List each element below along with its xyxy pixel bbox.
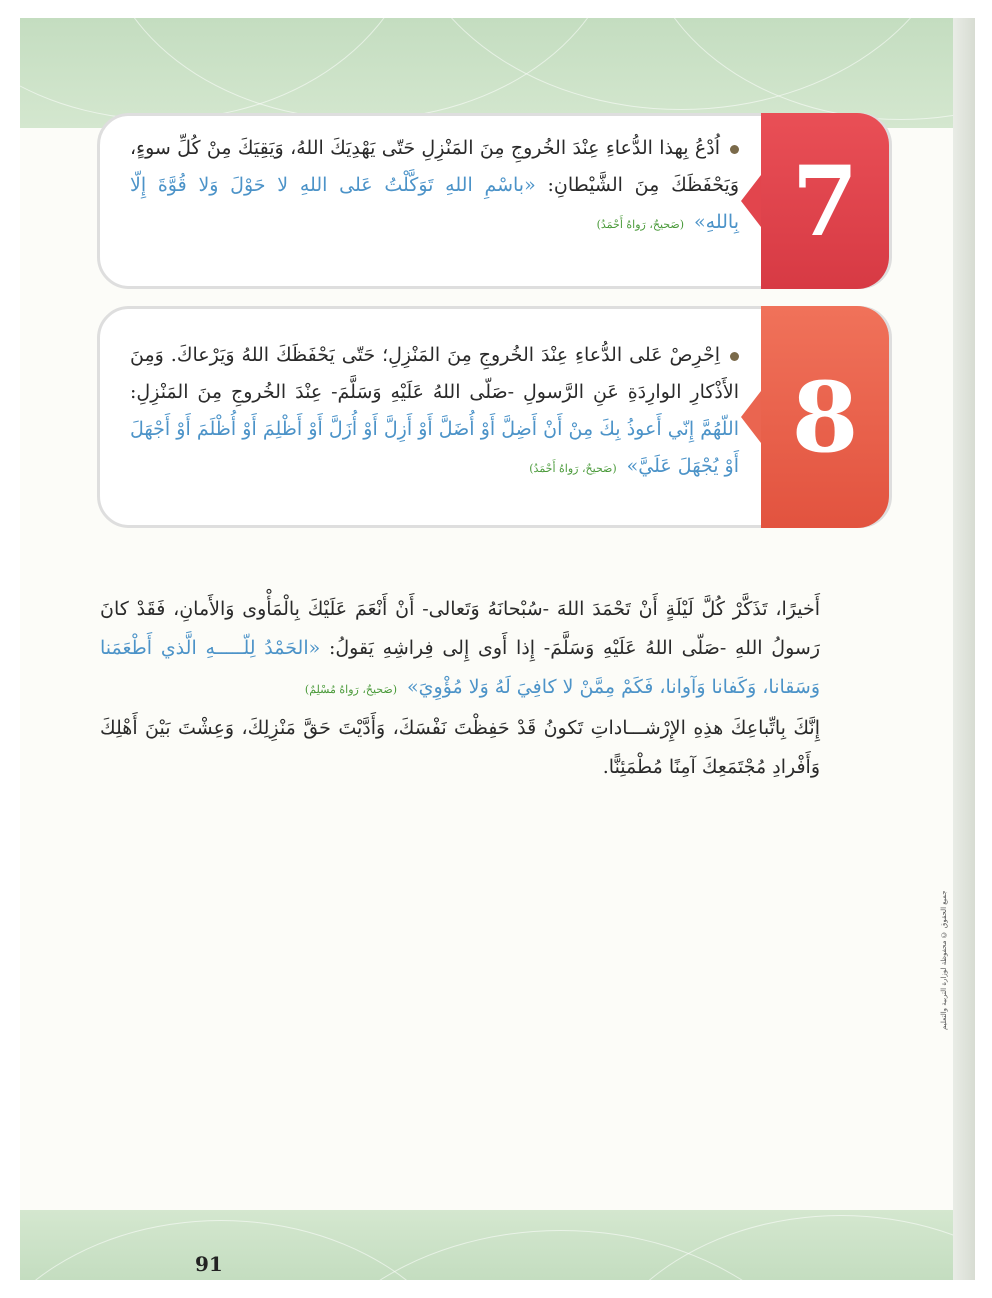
tip-card-7: [97, 113, 892, 289]
closing-paragraph-2: إِنَّكَ بِاتِّباعِكَ هذِهِ الإِرْشـــاداتِ تَكونُ قَدْ حَفِظْتَ نَفْسَكَ، وَأَدَّيْتَ حَقَّ مَنْزِلِكَ، وَعِشْتَ بَيْنَ أَهْلِكَ وَأَفْرادِ مُجْتَمَعِكَ آمِنًا مُطْمَئِنًّا.: [100, 717, 820, 778]
top-decorative-band: [20, 18, 975, 128]
bullet-icon: [730, 145, 739, 154]
bottom-decorative-band: [20, 1210, 975, 1280]
tip-body: اُدْعُ بِهذا الدُّعاءِ عِنْدَ الخُروجِ مِنَ المَنْزِلِ حَتّى يَهْدِيَكَ اللهُ، وَيَقِيَكَ مِنْ كُلِّ سوءٍ، وَيَحْفَظَكَ مِنَ الشَّيْطانِ:: [130, 137, 740, 196]
closing-paragraph-1: [100, 590, 820, 709]
tip-number-block: [761, 113, 889, 289]
paragraph-body: أَخيرًا، تَذَكَّرْ كُلَّ لَيْلَةٍ أَنْ تَحْمَدَ اللهَ -سُبْحانَهُ وَتَعالى- أَنْ أَنْعَمَ عَلَيْكَ بِالْمَأْوى وَالأَمانِ، فَقَدْ كانَ رَسولُ اللهِ -صَلّى اللهُ عَلَيْهِ وَسَلَّمَ- إِذا أَوى إِلى فِراشِهِ يَقولُ:: [100, 598, 820, 659]
tip-body: اِحْرِصْ عَلى الدُّعاءِ عِنْدَ الخُروجِ مِنَ المَنْزِلِ؛ حَتّى يَحْفَظَكَ اللهُ وَيَرْعاكَ. وَمِنَ الأَذْكارِ الوارِدَةِ عَنِ الرَّسولِ -صَلّى اللهُ عَلَيْهِ وَسَلَّمَ- عِنْدَ الخُروجِ مِنَ المَنْزِلِ:: [130, 344, 739, 403]
dua-text: «باسْمِ اللهِ تَوَكَّلْتُ عَلى اللهِ لا حَوْلَ وَلا قُوَّةَ إِلّا بِاللهِ»: [130, 174, 739, 233]
tip-number: 7: [791, 144, 859, 258]
closing-section: [100, 590, 820, 787]
dua-text: «الحَمْدُ لِلّـــــهِ الَّذي أَطْعَمَنا وَسَقانا، وَكَفانا وَآوانا، فَكَمْ مِمَّنْ لا كافِيَ لَهُ وَلا مُؤْوِيَ»: [100, 637, 820, 698]
hadith-source: (صَحيحٌ، رَواهُ أَحْمَدُ): [529, 462, 617, 475]
tip-number-block: [761, 306, 889, 528]
bullet-icon: [730, 352, 739, 361]
tip-text: [130, 337, 739, 487]
hadith-source: (صَحيحٌ، رَواهُ أَحْمَدُ): [596, 218, 685, 231]
copyright-side-note: جميع الحقوق © محفوظة لوزارة التربية والتعليم: [940, 890, 948, 1030]
dua-text: اللّهُمَّ إِنّي أَعوذُ بِكَ مِنْ أَنْ أَضِلَّ أَوْ أُضَلَّ أَوْ أَزِلَّ أَوْ أُزَلَّ أَوْ أَظْلِمَ أَوْ أُظْلَمَ أَوْ أَجْهَلَ أَوْ يُجْهَلَ عَلَيَّ»: [130, 418, 739, 477]
page-number: 91: [195, 1252, 223, 1276]
tip-number: 8: [791, 360, 859, 474]
hadith-source: (صَحيحٌ، رَواهُ مُسْلِمٌ): [304, 683, 398, 696]
tip-card-8: [97, 306, 892, 528]
tip-text: [130, 130, 739, 243]
